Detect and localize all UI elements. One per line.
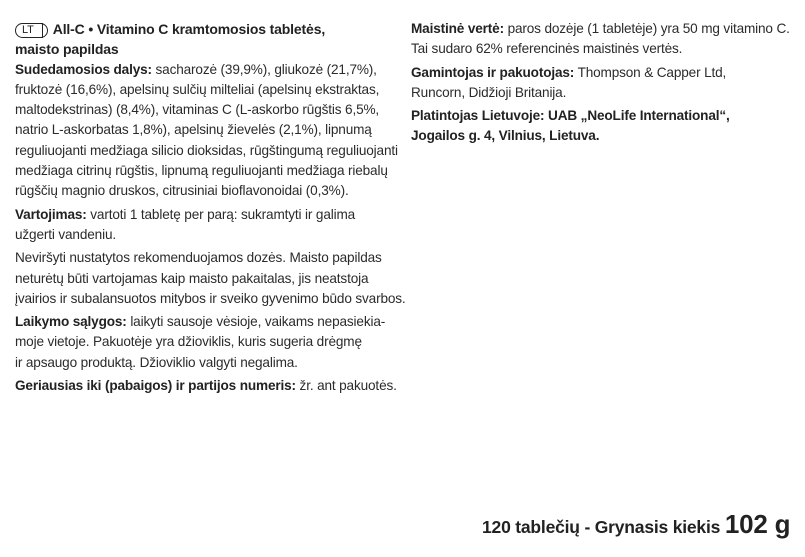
storage-text: laikyti sausoje vėsioje, vaikams nepasiekia-	[126, 314, 386, 330]
storage-label: Laikymo sąlygos:	[15, 314, 127, 330]
distributor-section	[411, 106, 805, 147]
ingredients-text: rūgščių magnio druskos, citrusiniai bioflavonoidai (0,3%).	[15, 183, 349, 199]
usage-section	[15, 205, 425, 246]
ingredients-text: reguliuojanti medžiaga silicio dioksidas, rūgštingumą reguliuojanti	[15, 142, 398, 158]
title-line-1: All-C • Vitamino C kramtomosios tabletės,	[52, 21, 326, 37]
right-column	[411, 19, 805, 150]
language-badge: LT	[15, 23, 43, 38]
ingredients-text: maltodekstrinas) (8,4%), vitaminas C (L-askorbo rūgštis 6,5%,	[15, 102, 380, 118]
best-before-section	[15, 376, 425, 396]
distributor-text: Platintojas Lietuvoje: UAB „NeoLife International“,	[411, 108, 730, 124]
manufacturer-text: Runcorn, Didžioji Britanija.	[411, 84, 567, 100]
ingredients-text: fruktozė (16,6%), apelsinų sulčių milteliai (apelsinų ekstraktas,	[15, 81, 380, 97]
title-line-2: maisto papildas	[15, 41, 119, 58]
left-column	[15, 19, 425, 399]
storage-section	[15, 312, 425, 373]
tablet-count-text: 120 tablečių - Grynasis kiekis	[482, 517, 725, 537]
storage-text: ir apsaugo produktą. Džioviklio valgyti negalima.	[15, 354, 298, 370]
warning-text: neturėtų būti vartojamas kaip maisto pakaitalas, jis neatstoja	[15, 270, 369, 286]
ingredients-section	[15, 60, 425, 202]
usage-text: užgerti vandeniu.	[15, 226, 116, 242]
net-weight: 102 g	[724, 509, 791, 539]
nutrition-text: Tai sudaro 62% referencinės maistinės vertės.	[411, 41, 683, 57]
warning-text: įvairios ir subalansuotos mitybos ir sveiko gyvenimo būdo svarbos.	[15, 290, 406, 306]
usage-text: vartoti 1 tabletę per parą: sukramtyti ir galima	[86, 206, 356, 222]
manufacturer-section	[411, 63, 805, 104]
storage-text: moje vietoje. Pakuotėje yra džioviklis, kuris sugeria drėgmę	[15, 334, 362, 350]
nutrition-text: paros dozėje (1 tabletėje) yra 50 mg vitamino C.	[503, 21, 790, 36]
best-before-label: Geriausias iki (pabaigos) ir partijos numeris:	[15, 378, 296, 394]
nutrition-section	[411, 19, 805, 60]
distributor-text: Jogailos g. 4, Vilnius, Lietuva.	[411, 128, 600, 144]
usage-label: Vartojimas:	[15, 206, 87, 222]
ingredients-text: medžiaga citrinų rūgštis, lipnumą reguliuojanti medžiaga riebalų	[15, 163, 388, 179]
warning-section	[15, 248, 425, 309]
manufacturer-label: Gamintojas ir pakuotojas:	[411, 64, 575, 80]
manufacturer-text: Thompson & Capper Ltd,	[574, 64, 727, 80]
warning-text: Neviršyti nustatytos rekomenduojamos dozės. Maisto papildas	[15, 250, 382, 266]
best-before-text: žr. ant pakuotės.	[295, 378, 397, 394]
net-quantity	[482, 509, 790, 540]
ingredients-label: Sudedamosios dalys:	[15, 61, 152, 77]
ingredients-text: natrio L-askorbatas 1,8%), apelsinų žievelės (2,1%), lipnumą	[15, 122, 372, 138]
ingredients-text: sacharozė (39,9%), gliukozė (21,7%),	[151, 61, 377, 77]
product-title	[15, 19, 425, 60]
nutrition-label: Maistinė vertė:	[411, 21, 504, 36]
